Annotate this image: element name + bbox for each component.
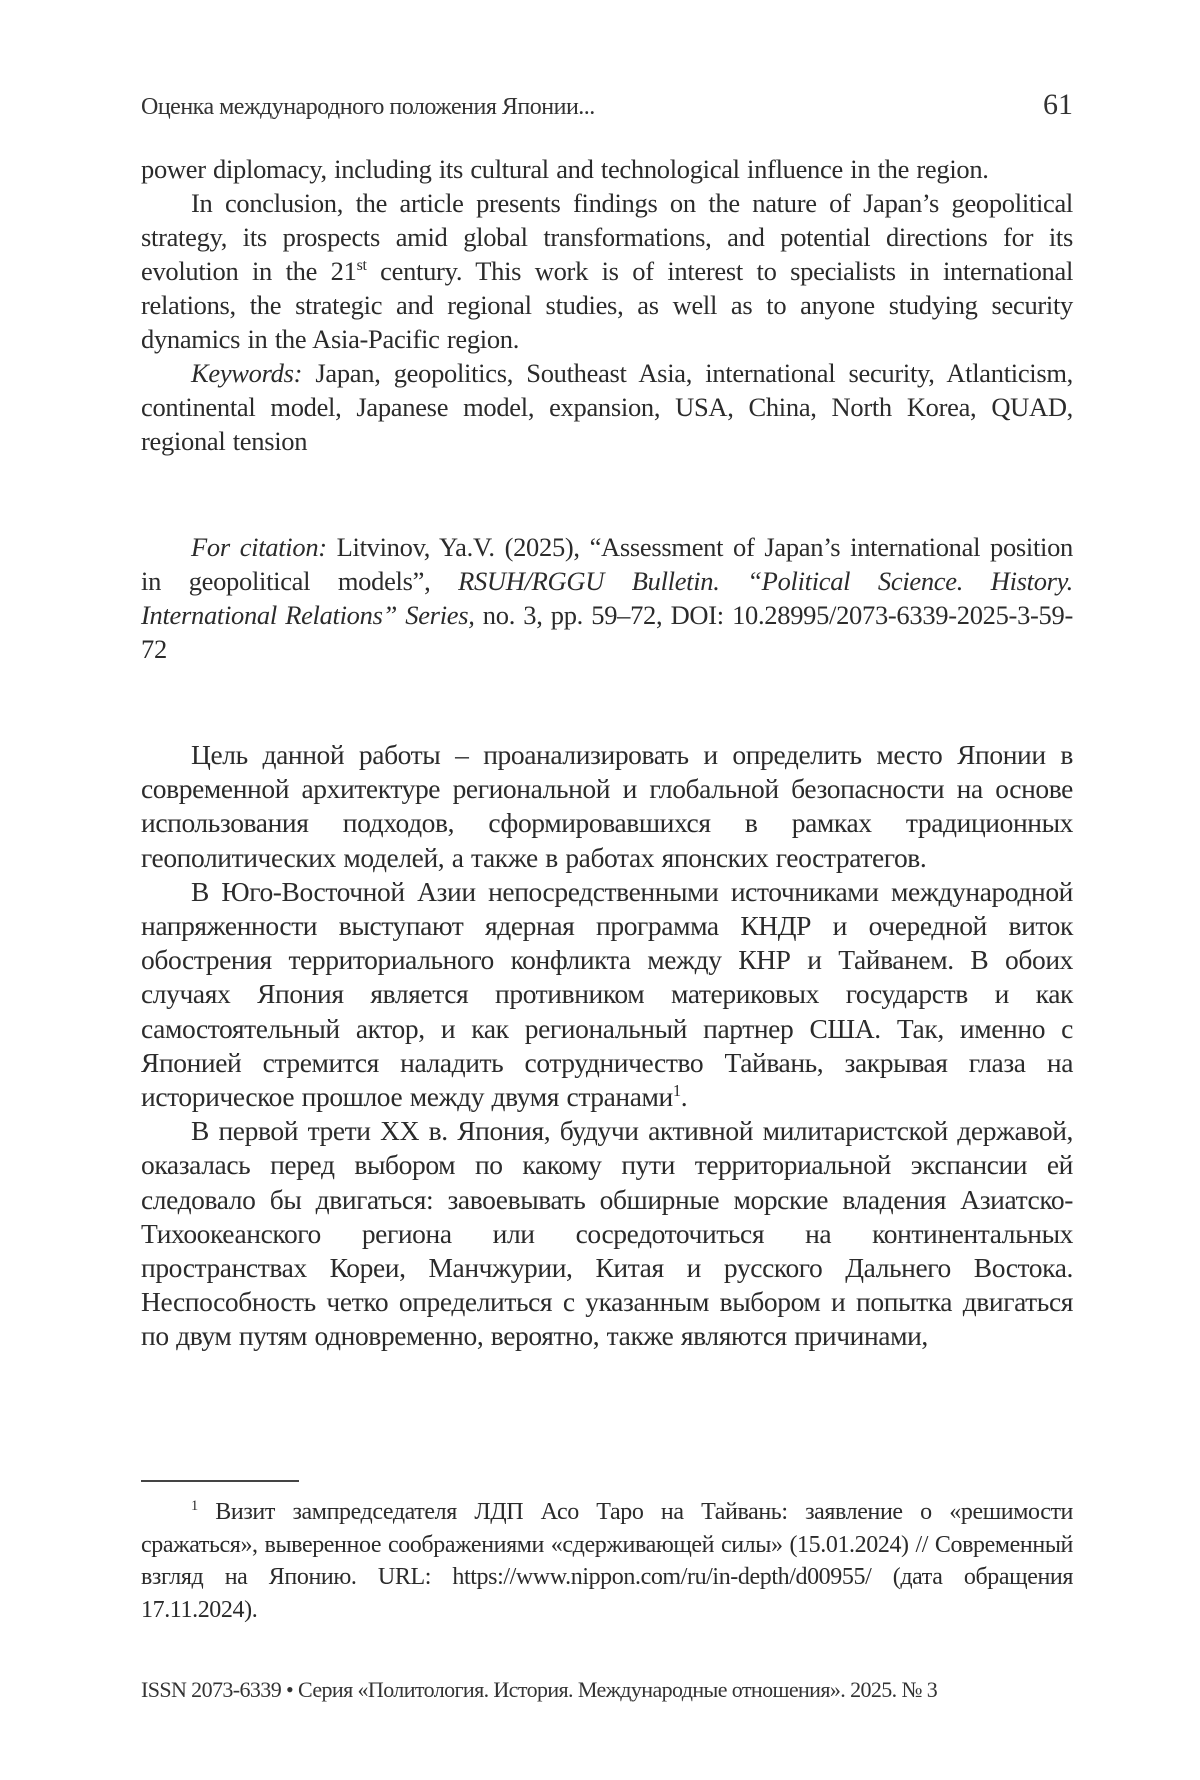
footnote-divider [141, 1480, 299, 1482]
paragraph-end-punct: . [680, 1081, 688, 1113]
running-title: Оценка международного положения Японии... [141, 94, 595, 120]
abstract-conclusion-paragraph [141, 186, 1073, 356]
footnote-number: 1 [191, 1498, 198, 1514]
body-paragraph: В первой трети XX в. Япония, будучи активной милитаристской державой, оказалась перед выбором по какому пути территориальной экспансии ей следовало бы двигаться: завоевывать обширные морские владения Азиатско-Тихоокеанского региона или сосредоточиться на континентальных пространствах Кореи, Манчжурии, Китая и русского Дальнего Востока. Неспособность четко определиться с указанным выбором и попытка двигаться по двум путям одновременно, вероятно, также являются причинами, [141, 1115, 1073, 1352]
ordinal-superscript: st [356, 257, 367, 275]
body-paragraph: Цель данной работы – проанализировать и определить место Японии в современной архитектуре региональной и глобальной безопасности на основе использования подходов, сформировавшихся в рамках традиционных геополитических моделей, а также в работах японских геостратегов. [141, 739, 1073, 873]
footnotes [141, 1496, 1073, 1626]
citation-paragraph [141, 530, 1073, 666]
running-foot: ISSN 2073-6339 • Серия «Политология. История. Международные отношения». 2025. № 3 [141, 1677, 938, 1702]
body-paragraph-text: В Юго-Восточной Азии непосредственными источниками международной напряженности выступают ядерная программа КНДР и очередной виток обострения территориального конфликта между КНР и Тайванем. В обоих случаях Япония является противником материковых государств и как самостоятельный актор, и как региональный партнер США. Так, именно с Японией стремится наладить сотрудничество Тайвань, закрывая глаза на историческое прошлое между двумя странами [141, 875, 1073, 1113]
footnote-text: Визит зампредседателя ЛДП Асо Таро на Тайвань: заявление о «решимости сражаться», выверенное соображениями «сдерживающей силы» (15.01.2024) // Современный взгляд на Японию. URL: https://www.nippon.com/ru/in-depth/d00955/ (дата обращения 17.11.2024). [141, 1499, 1073, 1623]
abstract-paragraph-continuation: power diplomacy, including its cultural and technological influence in the region. [141, 154, 989, 184]
body-text [141, 738, 1073, 1354]
keywords-label: Keywords: [191, 358, 303, 388]
citation-label: For citation: [191, 532, 327, 562]
conclusion-text-part1: In conclusion, the article presents findings on the nature of Japan’s geopolitical strategy, its prospects amid global transformations, and potential directions for its evolution in the 21 [141, 188, 1073, 286]
citation-section [141, 530, 1073, 666]
citation-text-part2: no. 3, pp. 59–72, DOI: 10.28995/2073-6339-2025-3-59-72 [141, 600, 1073, 664]
citation-journal: RSUH/RGGU Bulletin. “Political Science. History. International Relations” Series, [141, 566, 1074, 630]
conclusion-text-part2: century. This work is of interest to specialists in international relations, the strategic and regional studies, as well as to anyone studying security dynamics in the Asia-Pacific region. [141, 256, 1074, 354]
body-paragraph [141, 875, 1073, 1114]
page-number: 61 [1043, 88, 1073, 121]
citation-text-part1: Litvinov, Ya.V. (2025), “Assessment of Japan’s international position in geopolitical models”, [141, 532, 1074, 596]
keywords-paragraph [141, 356, 1073, 458]
keywords-text: Japan, geopolitics, Southeast Asia, international security, Atlanticism, continental model, Japanese model, expansion, USA, China, North Korea, QUAD, regional tension [141, 358, 1073, 456]
running-head [141, 88, 1073, 124]
abstract-section [141, 152, 1073, 458]
footnote [141, 1496, 1073, 1626]
footnote-reference[interactable]: 1 [672, 1080, 681, 1100]
